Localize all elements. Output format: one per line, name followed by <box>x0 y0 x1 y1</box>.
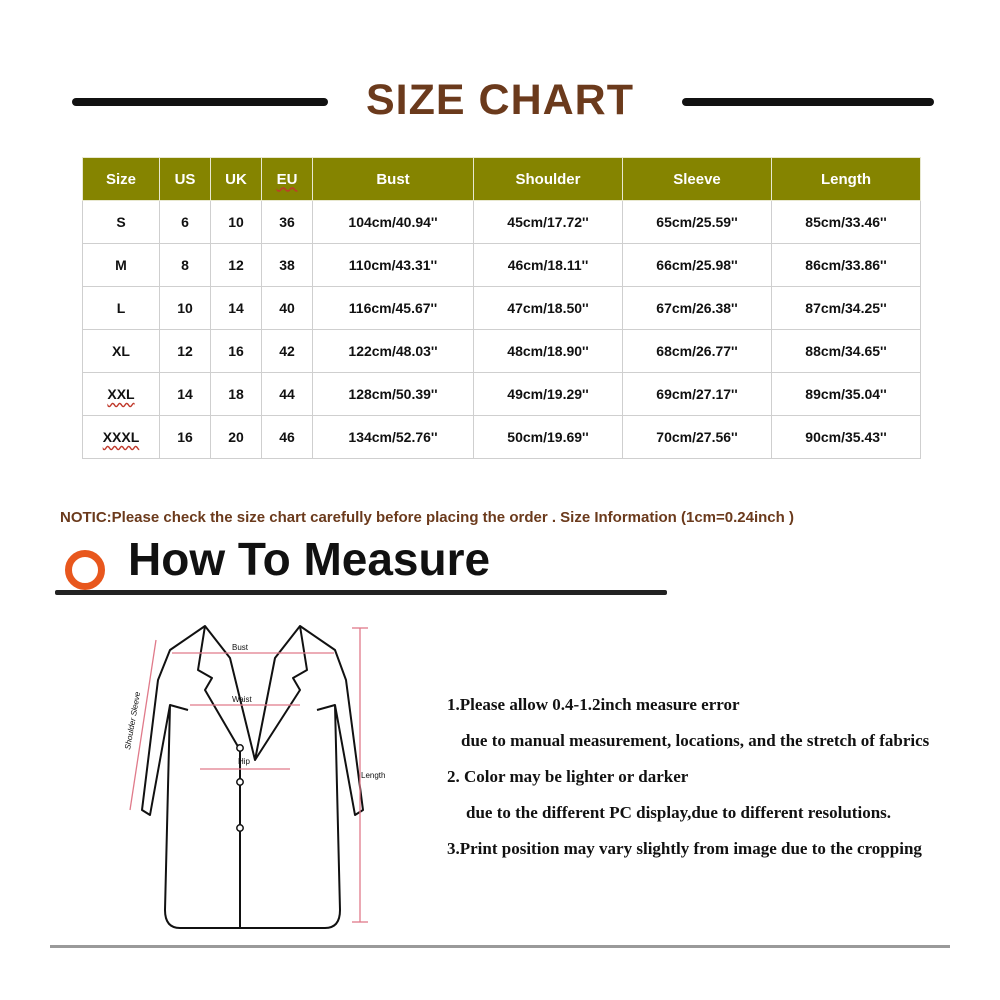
title-rule-left <box>72 98 328 106</box>
sleeve-seam-right <box>317 705 335 710</box>
table-cell <box>313 201 474 244</box>
hip-label: Hip <box>238 757 251 766</box>
table-cell <box>313 244 474 287</box>
shoulder-sleeve-label: Shoulder Sleeve <box>123 690 143 751</box>
table-cell <box>160 201 211 244</box>
cell-text: 89cm/35.04'' <box>805 386 887 402</box>
table-header-row <box>83 158 921 201</box>
cell-text: 65cm/25.59'' <box>656 214 738 230</box>
cell-text: 110cm/43.31'' <box>348 257 438 273</box>
note-2: 2. Color may be lighter or darker <box>447 767 689 786</box>
table-cell <box>83 416 160 459</box>
cell-text: 6 <box>181 214 189 230</box>
header-eu <box>262 158 313 201</box>
table-cell <box>262 373 313 416</box>
table-cell <box>262 201 313 244</box>
title-row <box>0 70 1000 134</box>
cell-text: 90cm/35.43'' <box>805 429 887 445</box>
table-cell <box>474 416 623 459</box>
table-cell <box>623 373 772 416</box>
coat-button-bottom <box>237 825 243 831</box>
cell-text: 50cm/19.69'' <box>507 429 589 445</box>
cell-text: 69cm/27.17'' <box>656 386 738 402</box>
header-length: Length <box>772 158 921 201</box>
table-cell <box>160 416 211 459</box>
cell-text: 48cm/18.90'' <box>507 343 589 359</box>
header-uk: UK <box>211 158 262 201</box>
sleeve-seam-left <box>170 705 188 710</box>
bottom-divider <box>50 945 950 948</box>
cell-text: 10 <box>228 214 244 230</box>
table-cell <box>772 244 921 287</box>
waist-label: Waist <box>232 695 252 704</box>
table-cell <box>262 330 313 373</box>
notice-text: NOTIC:Please check the size chart carefully before placing the order . Size Information (1cm=0.24inch ) <box>60 509 794 526</box>
how-to-measure-title: How To Measure <box>128 533 491 585</box>
table-cell <box>772 201 921 244</box>
header-sleeve: Sleeve <box>623 158 772 201</box>
note-2-continuation: due to the different PC display,due to different resolutions. <box>466 803 892 822</box>
table-cell <box>623 201 772 244</box>
table-cell <box>211 287 262 330</box>
cell-text: 36 <box>279 214 295 230</box>
table-row <box>83 416 921 459</box>
how-to-measure-heading <box>55 532 675 602</box>
coat-outline <box>142 626 363 928</box>
cell-text: XXL <box>107 386 135 402</box>
cell-text: 38 <box>279 257 295 273</box>
note-3: 3.Print position may vary slightly from image due to the cropping <box>447 839 922 858</box>
cell-text: 14 <box>228 300 244 316</box>
cell-text: 14 <box>177 386 193 402</box>
table-cell <box>313 330 474 373</box>
table-cell <box>83 287 160 330</box>
table-cell <box>211 201 262 244</box>
cell-text: 49cm/19.29'' <box>507 386 589 402</box>
note-1: 1.Please allow 0.4-1.2inch measure error <box>447 695 740 714</box>
lapel-right <box>255 626 307 760</box>
table-cell <box>262 287 313 330</box>
table-cell <box>211 373 262 416</box>
table-cell <box>83 201 160 244</box>
table-cell <box>83 373 160 416</box>
coat-button-middle <box>237 779 243 785</box>
table-cell <box>160 373 211 416</box>
cell-text: 44 <box>279 386 295 402</box>
page-title: SIZE CHART <box>366 76 634 124</box>
cell-text: XL <box>112 343 130 359</box>
header-shoulder: Shoulder <box>474 158 623 201</box>
table-body <box>83 201 921 459</box>
table-cell <box>772 287 921 330</box>
cell-text: 12 <box>228 257 244 273</box>
table-cell <box>211 244 262 287</box>
cell-text: 46cm/18.11'' <box>507 257 589 273</box>
heading-underline <box>55 590 667 595</box>
table-cell <box>772 330 921 373</box>
table-cell <box>160 330 211 373</box>
table-cell <box>83 244 160 287</box>
cell-text: 66cm/25.98'' <box>656 257 738 273</box>
table-cell <box>474 330 623 373</box>
cell-text: 45cm/17.72'' <box>507 214 589 230</box>
cell-text: 12 <box>177 343 193 359</box>
cell-text: 87cm/34.25'' <box>805 300 887 316</box>
table-cell <box>313 287 474 330</box>
table-cell <box>623 416 772 459</box>
cell-text: 20 <box>228 429 244 445</box>
cell-text: 104cm/40.94'' <box>348 214 438 230</box>
table-cell <box>772 416 921 459</box>
table-row <box>83 201 921 244</box>
header-eu-text: EU <box>276 170 298 188</box>
table-cell <box>313 373 474 416</box>
table-cell <box>160 244 211 287</box>
cell-text: 86cm/33.86'' <box>805 257 887 273</box>
table-cell <box>474 244 623 287</box>
table-row <box>83 287 921 330</box>
table-cell <box>772 373 921 416</box>
header-size: Size <box>83 158 160 201</box>
header-us: US <box>160 158 211 201</box>
cell-text: 88cm/34.65'' <box>805 343 887 359</box>
table-cell <box>262 416 313 459</box>
cell-text: 42 <box>279 343 295 359</box>
cell-text: 68cm/26.77'' <box>656 343 738 359</box>
table-cell <box>623 244 772 287</box>
cell-text: 46 <box>279 429 295 445</box>
header-bust: Bust <box>313 158 474 201</box>
cell-text: 134cm/52.76'' <box>348 429 438 445</box>
cell-text: S <box>116 214 126 230</box>
table-cell <box>623 287 772 330</box>
table-cell <box>623 330 772 373</box>
cell-text: 85cm/33.46'' <box>805 214 887 230</box>
table-cell <box>313 416 474 459</box>
table-cell <box>83 330 160 373</box>
table-cell <box>211 416 262 459</box>
cell-text: 128cm/50.39'' <box>348 386 438 402</box>
table-row <box>83 244 921 287</box>
size-table <box>82 157 921 459</box>
title-rule-right <box>682 98 934 106</box>
coat-button-top <box>237 745 243 751</box>
length-label: Length <box>361 771 386 780</box>
table-cell <box>474 287 623 330</box>
cell-text: 122cm/48.03'' <box>348 343 438 359</box>
cell-text: 16 <box>177 429 193 445</box>
table-cell <box>474 373 623 416</box>
cell-text: 16 <box>228 343 244 359</box>
cell-text: 67cm/26.38'' <box>656 300 738 316</box>
note-1-continuation: due to manual measurement, locations, and the stretch of fabrics <box>461 731 930 750</box>
cell-text: 116cm/45.67'' <box>348 300 438 316</box>
table-row <box>83 373 921 416</box>
cell-text: M <box>115 257 127 273</box>
table-cell <box>262 244 313 287</box>
cell-text: XXXL <box>102 429 140 445</box>
cell-text: 10 <box>177 300 193 316</box>
table-cell <box>160 287 211 330</box>
cell-text: L <box>116 300 126 316</box>
cell-text: 40 <box>279 300 295 316</box>
table-row <box>83 330 921 373</box>
circle-bullet-icon <box>65 550 105 590</box>
cell-text: 70cm/27.56'' <box>656 429 738 445</box>
cell-text: 47cm/18.50'' <box>507 300 589 316</box>
cell-text: 8 <box>181 257 189 273</box>
cell-text: 18 <box>228 386 244 402</box>
coat-diagram <box>110 610 410 940</box>
bust-label: Bust <box>232 643 249 652</box>
table-cell <box>474 201 623 244</box>
table-cell <box>211 330 262 373</box>
